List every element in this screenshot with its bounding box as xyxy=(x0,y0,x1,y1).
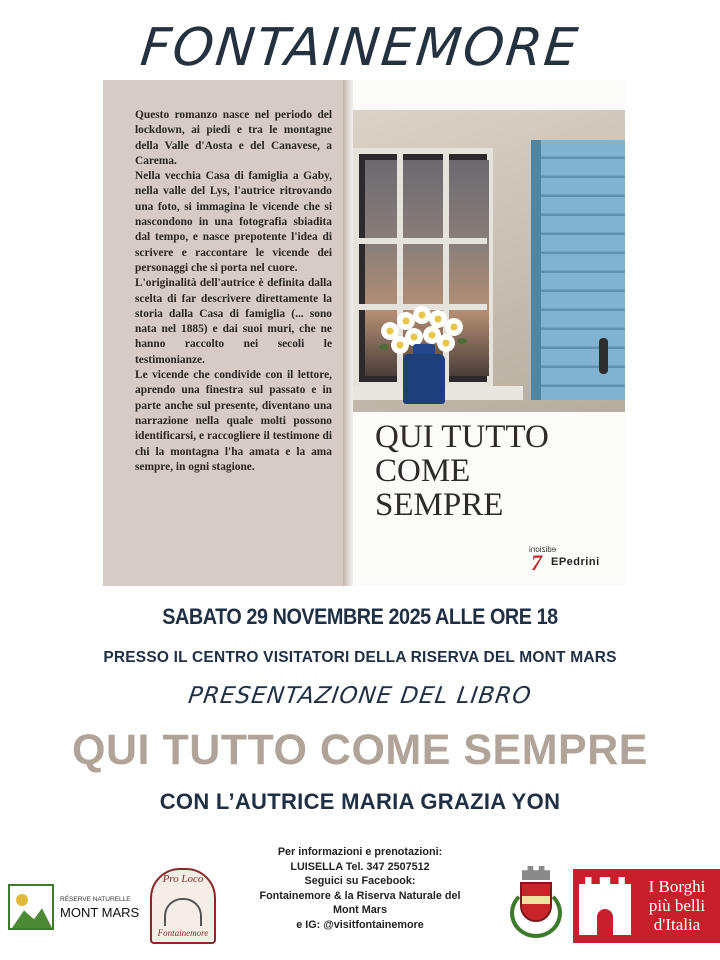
mountain-icon xyxy=(8,884,54,930)
event-place: PRESSO IL CENTRO VISITATORI DELLA RISERVA DEL MONT MARS xyxy=(103,649,617,666)
page-title: FONTAINEMORE xyxy=(137,18,583,78)
publisher-mark: 7 xyxy=(531,550,542,575)
info-line: e IG: @visitfontainemore xyxy=(296,918,424,931)
borghi-logo xyxy=(573,869,720,943)
borghi-line: I Borghi xyxy=(648,877,706,896)
leaf-icon xyxy=(457,338,467,344)
mont-mars-logo xyxy=(8,884,138,932)
blue-shutter xyxy=(531,140,625,400)
cover-title-line: COME xyxy=(375,453,471,489)
window-photo xyxy=(353,110,625,412)
milk-can xyxy=(403,354,445,404)
crown-icon xyxy=(522,866,550,880)
event-type: PRESENTAZIONE DEL LIBRO xyxy=(186,683,534,709)
window-transom xyxy=(359,238,487,244)
castle-door xyxy=(597,909,613,935)
back-cover-paragraph: Le vicende che condivide con il lettore, aprendo una finestra sul passato e in parte anche sul presente, diventano una narrazione nella quale molti possono identificarsi, e raccogliere il testimone di chi la montagna l'ha amata e la ama sempre, in ogni stagione. xyxy=(135,369,332,473)
mont-mars-name: MONT MARS xyxy=(60,905,140,920)
pro-loco-label: Pro Loco xyxy=(162,873,204,885)
shield-band xyxy=(522,896,550,904)
municipal-crest xyxy=(506,866,566,944)
arch-icon xyxy=(164,898,202,926)
daisy-icon xyxy=(413,306,431,324)
info-line: Fontainemore & la Riserva Naturale del xyxy=(259,889,461,902)
cover-title xyxy=(375,420,549,522)
event-date: SABATO 29 NOVEMBRE 2025 ALLE ORE 18 xyxy=(162,604,558,629)
back-cover-paragraph: Nella vecchia Casa di famiglia a Gaby, nella valle del Lys, l'autrice ritrovando una foto, si immagina le vicende che si nascondono in una fotografia sbiadita dal tempo, e nasce prepotente l'idea di scrivere e raccontare le vicende dei personaggi che si porta nel cuore. xyxy=(135,170,332,274)
daisy-icon xyxy=(437,334,455,352)
info-line: Mont Mars xyxy=(333,904,387,917)
pro-loco-logo xyxy=(150,868,216,944)
hill-icon xyxy=(12,906,52,928)
shutter-latch xyxy=(599,338,608,374)
borghi-text xyxy=(637,877,717,934)
book-front-cover xyxy=(353,80,625,586)
pro-loco-town: Fontainemore xyxy=(157,928,209,938)
contact-info xyxy=(250,845,470,933)
book-cover-image xyxy=(103,80,625,586)
publisher-logo xyxy=(529,545,619,576)
shutter-frame xyxy=(531,140,541,400)
publisher-name: EPedrini xyxy=(551,556,600,568)
cover-title-line: QUI TUTTO xyxy=(375,419,549,455)
back-cover-paragraph: Questo romanzo nasce nel periodo del lockdown, ai piedi e tra le montagne della Valle d'Aosta e del Canavese, a Carema. xyxy=(135,109,332,167)
mont-mars-subtitle: RÉSERVE NATURELLE xyxy=(60,896,131,903)
borghi-line: più belli xyxy=(648,896,706,915)
borghi-line: d'Italia xyxy=(653,915,701,934)
sun-icon xyxy=(16,894,28,906)
daisy-icon xyxy=(391,336,409,354)
info-line: Seguici su Facebook: xyxy=(304,875,416,888)
author-line: CON L’AUTRICE MARIA GRAZIA YON xyxy=(159,789,561,814)
publisher-mirrored-text: edizioni xyxy=(529,545,557,554)
book-back-cover xyxy=(103,80,348,586)
book-title: QUI TUTTO COME SEMPRE xyxy=(72,726,648,774)
leaf-icon xyxy=(379,344,389,350)
back-cover-paragraph: L'originalità dell'autrice è definita dalla scelta di far descrivere direttamente la storia dalla Casa di famiglia (... sono nata nel 1885) e dai suoi muri, che ne hanno raccolto nei secoli le testimonianze. xyxy=(135,277,332,366)
info-line: Per informazioni e prenotazioni: xyxy=(277,846,443,858)
cover-title-line: SEMPRE xyxy=(375,487,504,523)
info-line: LUISELLA Tel. 347 2507512 xyxy=(290,860,430,873)
